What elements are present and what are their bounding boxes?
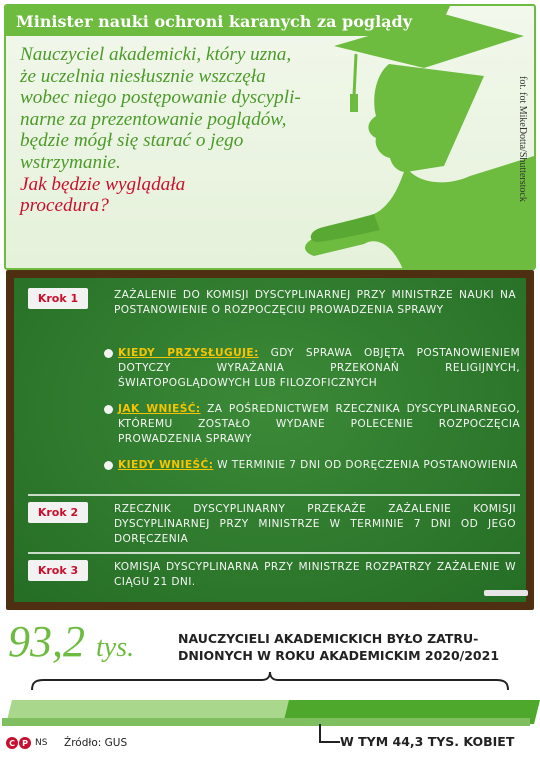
bullet-item (118, 458, 520, 473)
stat-caption (178, 630, 534, 664)
intro-question-line: procedura? (20, 195, 109, 217)
header-panel (4, 4, 536, 270)
title-bar (6, 6, 436, 36)
brace-icon (30, 670, 510, 694)
stat-unit: tys. (96, 632, 135, 663)
bullet-text: W TERMINIE 7 DNI OD DORĘCZENIA POSTANOWIENIA (213, 459, 518, 471)
source-note: Źródło: GUS (64, 737, 128, 749)
logo-text: NS (35, 738, 48, 748)
chalk-stick (484, 590, 528, 596)
step-2 (28, 502, 516, 547)
bullet-dot-icon (104, 461, 113, 470)
publisher-logo (6, 737, 47, 749)
divider (28, 552, 520, 554)
bullet-item (118, 346, 520, 391)
bullet-label: KIEDY PRZYSŁUGUJE: (118, 347, 259, 359)
bullet-dot-icon (104, 349, 113, 358)
bullet-text: GDY SPRAWA OBJĘTA POSTANOWIENIEM DOTYCZY WYRAŻANIA PRZEKONAŃ RELIGIJNYCH, ŚWIATOPOGLĄDOWYCH LUB FILOZOFICZNYCH (118, 347, 520, 389)
step-3 (28, 560, 516, 590)
step-text: ZAŻALENIE DO KOMISJI DYSCYPLINARNEJ PRZY MINISTRZE NAUKI NA POSTANOWIENIE O ROZPOCZĘCIU PROWADZENIA SPRAWY (114, 289, 516, 316)
bullet-label: KIEDY WNIEŚĆ: (118, 459, 214, 471)
intro-line: wobec niego postępowanie dyscypli- (20, 87, 301, 109)
divider (28, 494, 520, 496)
intro-line: będzie mógł się starać o jego (20, 130, 244, 152)
intro-line: że uczelnia niesłusznie wszczęła (20, 65, 266, 87)
intro-line: Nauczyciel akademicki, który uzna, (20, 44, 292, 65)
bullet-dot-icon (104, 405, 113, 414)
stat-caption-line: DNIONYCH W ROKU AKADEMICKIM 2020/2021 (178, 648, 500, 663)
copyright-p-icon: P (19, 737, 31, 749)
callout-line-icon (318, 724, 342, 748)
step-badge: Krok 1 (28, 288, 88, 309)
chalkboard-frame (6, 270, 534, 610)
intro-line: narne za prezentowanie poglądów, (20, 108, 287, 130)
bullet-text: ZA POŚREDNICTWEM RZECZNIKA DYSCYPLINARNEGO, KTÓREMU ZOSTAŁO WYDANE POLECENIE ROZPOCZĘCIA PROWADZENIA SPRAWY (118, 403, 520, 445)
step-1 (28, 288, 516, 318)
step-text: RZECZNIK DYSCYPLINARNY PRZEKAŻE ZAŻALENIE KOMISJI DYSCYPLINARNEJ PRZY MINISTRZE W TERMINIE 7 DNI OD JEGO DORĘCZENIA (114, 503, 516, 545)
page-title: Minister nauki ochroni karanych za poglądy (16, 11, 412, 31)
stat-number (8, 618, 134, 672)
bullet-item (118, 402, 520, 447)
stat-bar-shadow (2, 718, 530, 726)
copyright-c-icon: C (6, 737, 18, 749)
stat-value: 93,2 (8, 617, 85, 666)
step-badge: Krok 2 (28, 502, 88, 523)
chalkboard (14, 278, 526, 602)
intro-line: wstrzymanie. (20, 151, 121, 173)
photo-credit: fot. fot MikeDotta/Shutterstock (517, 76, 528, 202)
step-text: KOMISJA DYSCYPLINARNA PRZY MINISTRZE ROZPATRZY ZAŻALENIE W CIĄGU 21 DNI. (114, 561, 516, 588)
women-label: W TYM 44,3 TYS. KOBIET (340, 734, 515, 749)
bullet-label: JAK WNIEŚĆ: (118, 403, 201, 415)
intro-text (20, 44, 365, 217)
step-badge: Krok 3 (28, 560, 88, 581)
stat-caption-line: NAUCZYCIELI AKADEMICKICH BYŁO ZATRU- (178, 631, 479, 646)
intro-question-line: Jak będzie wyglądała (20, 173, 186, 195)
